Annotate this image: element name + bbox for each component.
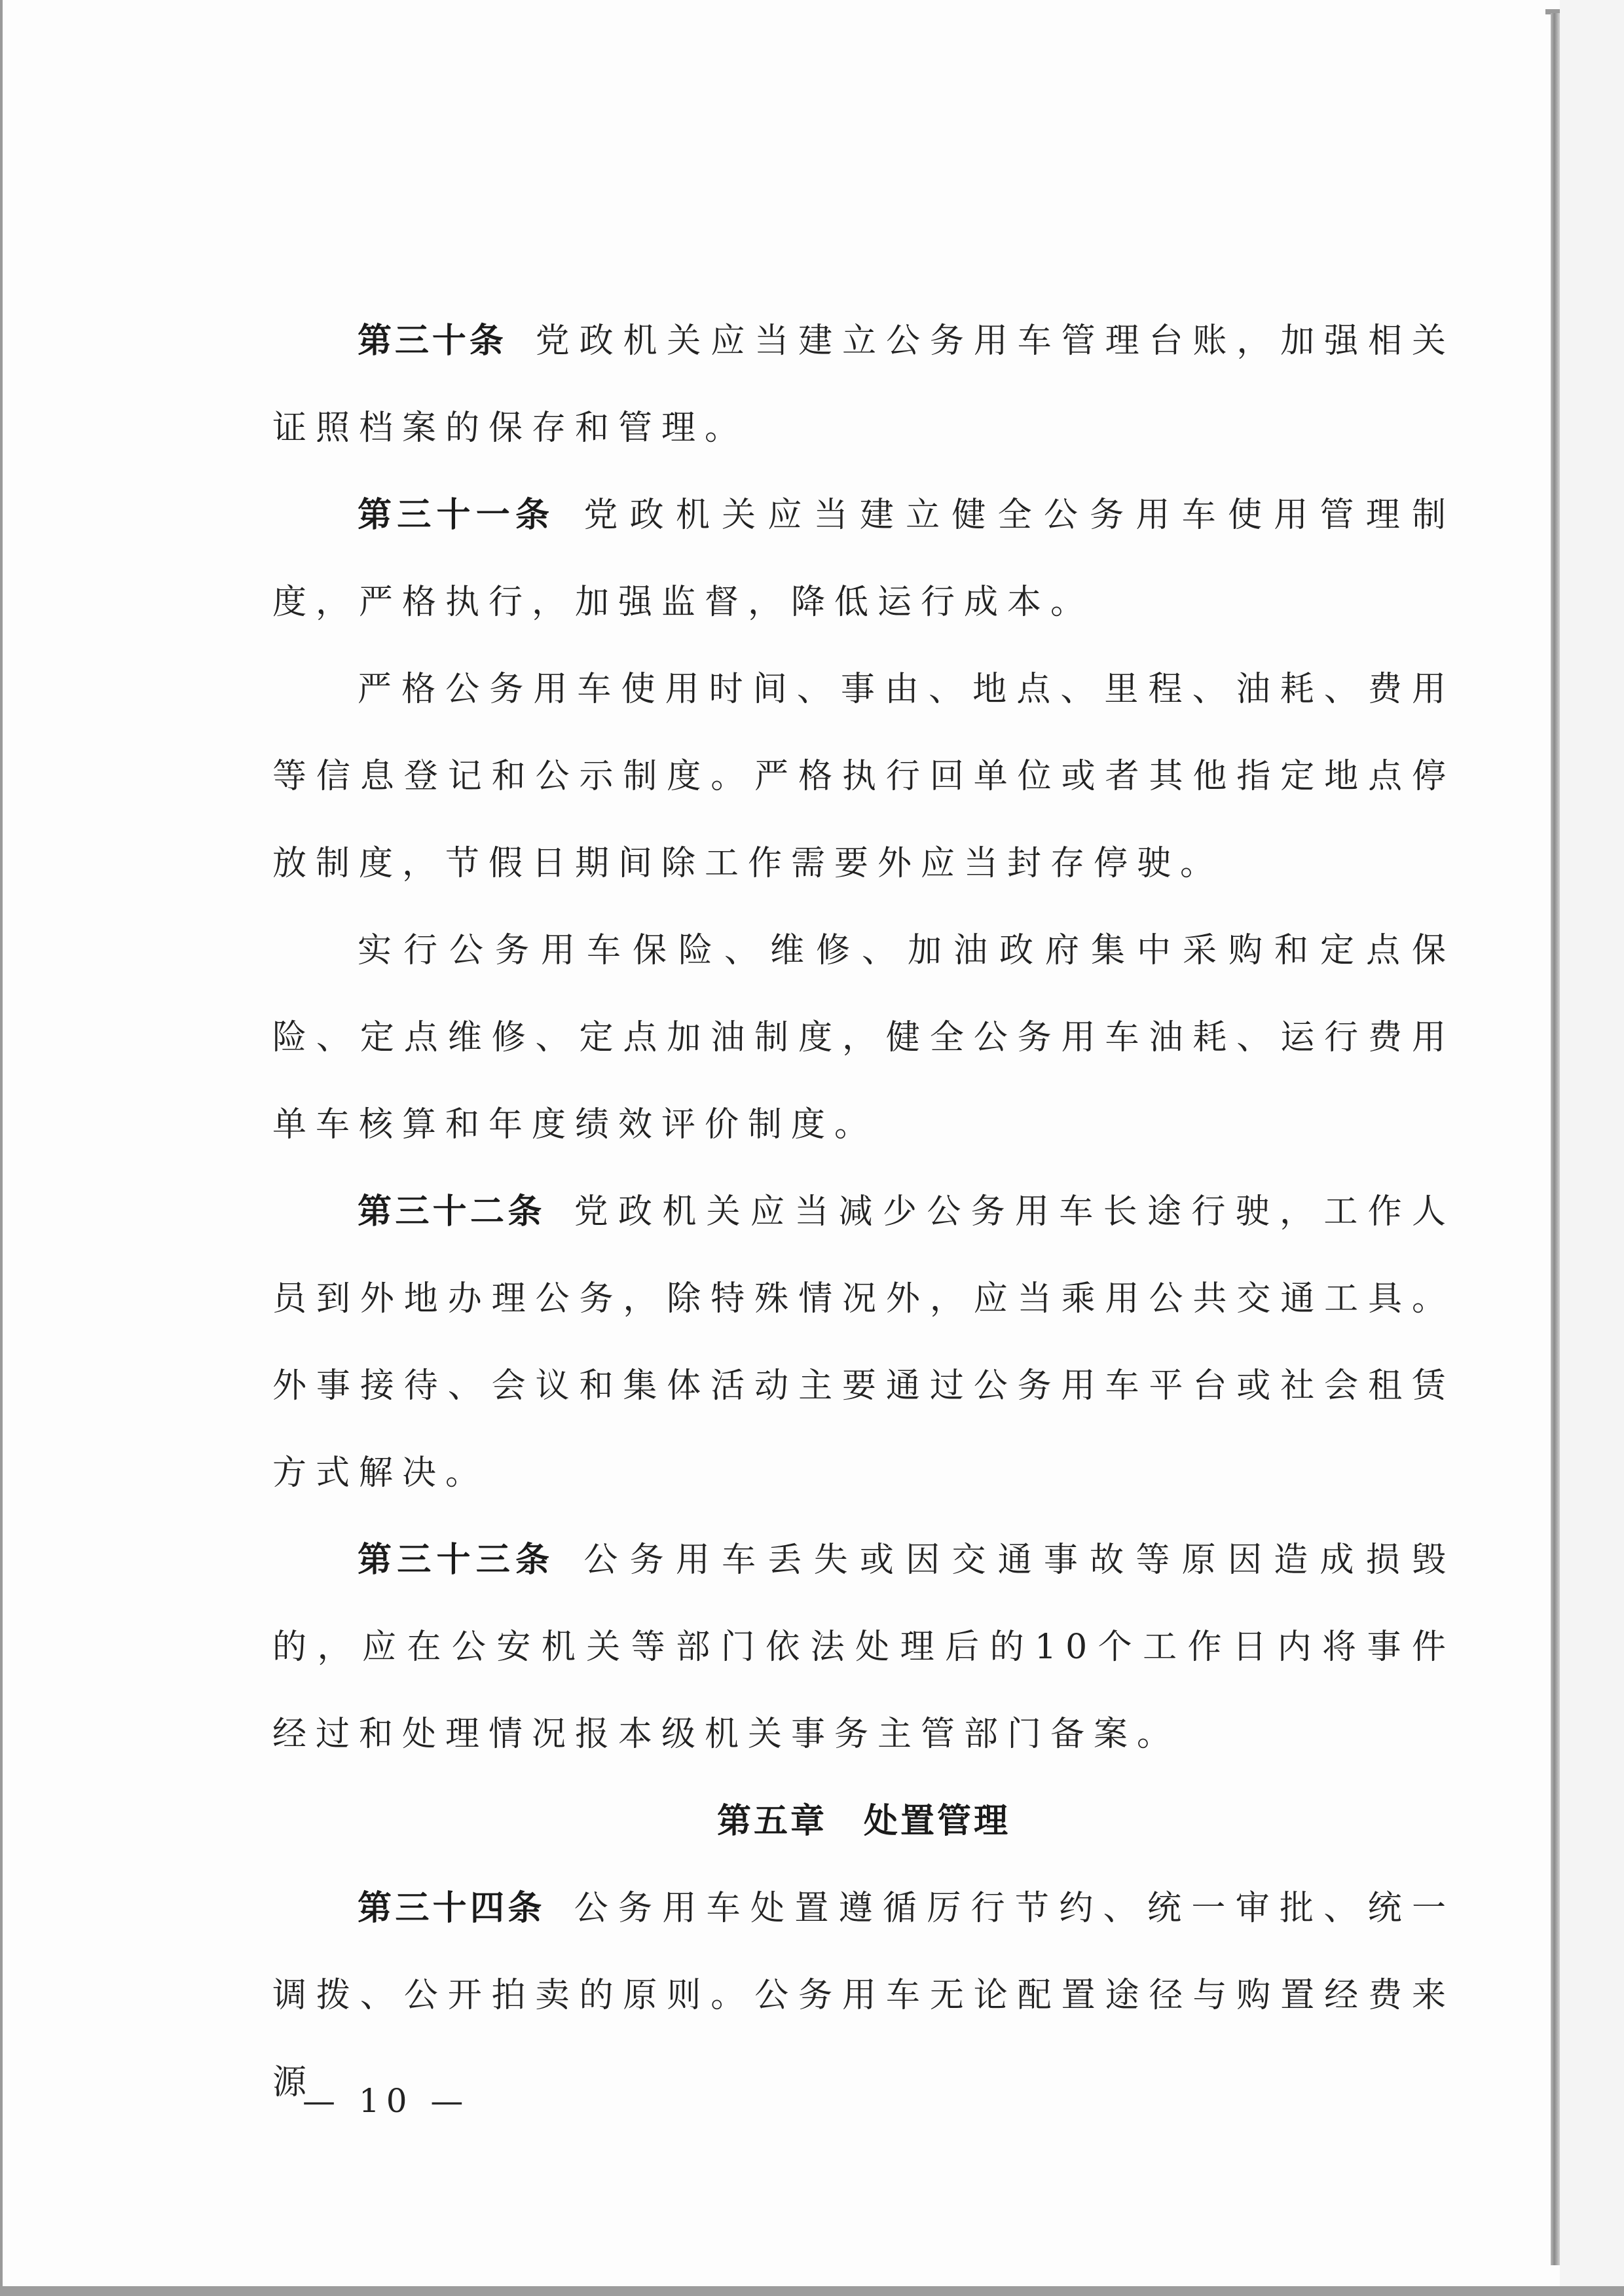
chapter-heading — [272, 1778, 1455, 1865]
paragraph-text: 严格公务用车使用时间、事由、地点、里程、油耗、费用等信息登记和公示制度。严格执行回单位或者其他指定地点停放制度，节假日期间除工作需要外应当封存停驶。 — [272, 670, 1455, 883]
paragraph — [272, 907, 1455, 1169]
article-paragraph — [272, 472, 1455, 646]
paragraph-text: 实行公务用车保险、维修、加油政府集中采购和定点保险、定点维修、定点加油制度，健全公务用车油耗、运行费用单车核算和年度绩效评价制度。 — [272, 931, 1455, 1144]
article-paragraph — [272, 1169, 1455, 1517]
scan-bottom-edge — [0, 2286, 1624, 2296]
article-number: 第三十二条 — [358, 1192, 545, 1231]
article-text: 公务用车处置遵循厉行节约、统一审批、统一调拨、公开拍卖的原则。公务用车无论配置途径与购置经费来源 — [272, 1889, 1455, 2102]
chapter-number: 第五章 — [716, 1802, 827, 1841]
article-paragraph — [272, 1517, 1455, 1778]
article-text: 党政机关应当建立公务用车管理台账，加强相关证照档案的保存和管理。 — [272, 321, 1455, 448]
paragraph — [272, 646, 1455, 907]
scan-margin — [1560, 0, 1624, 2296]
article-text: 党政机关应当建立健全公务用车使用管理制度，严格执行，加强监督，降低运行成本。 — [272, 496, 1455, 622]
article-number: 第三十条 — [358, 321, 507, 361]
article-paragraph — [272, 298, 1455, 472]
article-number: 第三十一条 — [358, 496, 555, 535]
document-body — [272, 298, 1455, 2126]
article-text: 公务用车丢失或因交通事故等原因造成损毁的，应在公安机关等部门依法处理后的10个工作日内将事件经过和处理情况报本级机关事务主管部门备案。 — [272, 1540, 1455, 1754]
chapter-title: 处置管理 — [864, 1802, 1011, 1841]
article-number: 第三十四条 — [358, 1889, 545, 1928]
scan-left-edge — [0, 0, 3, 2296]
page-number: — 10 — — [303, 2082, 470, 2120]
article-text: 党政机关应当减少公务用车长途行驶，工作人员到外地办理公务，除特殊情况外，应当乘用公共交通工具。外事接待、会议和集体活动主要通过公务用车平台或社会租赁方式解决。 — [272, 1192, 1455, 1493]
scan-binding-edge — [1551, 13, 1560, 2265]
article-number: 第三十三条 — [358, 1540, 555, 1580]
